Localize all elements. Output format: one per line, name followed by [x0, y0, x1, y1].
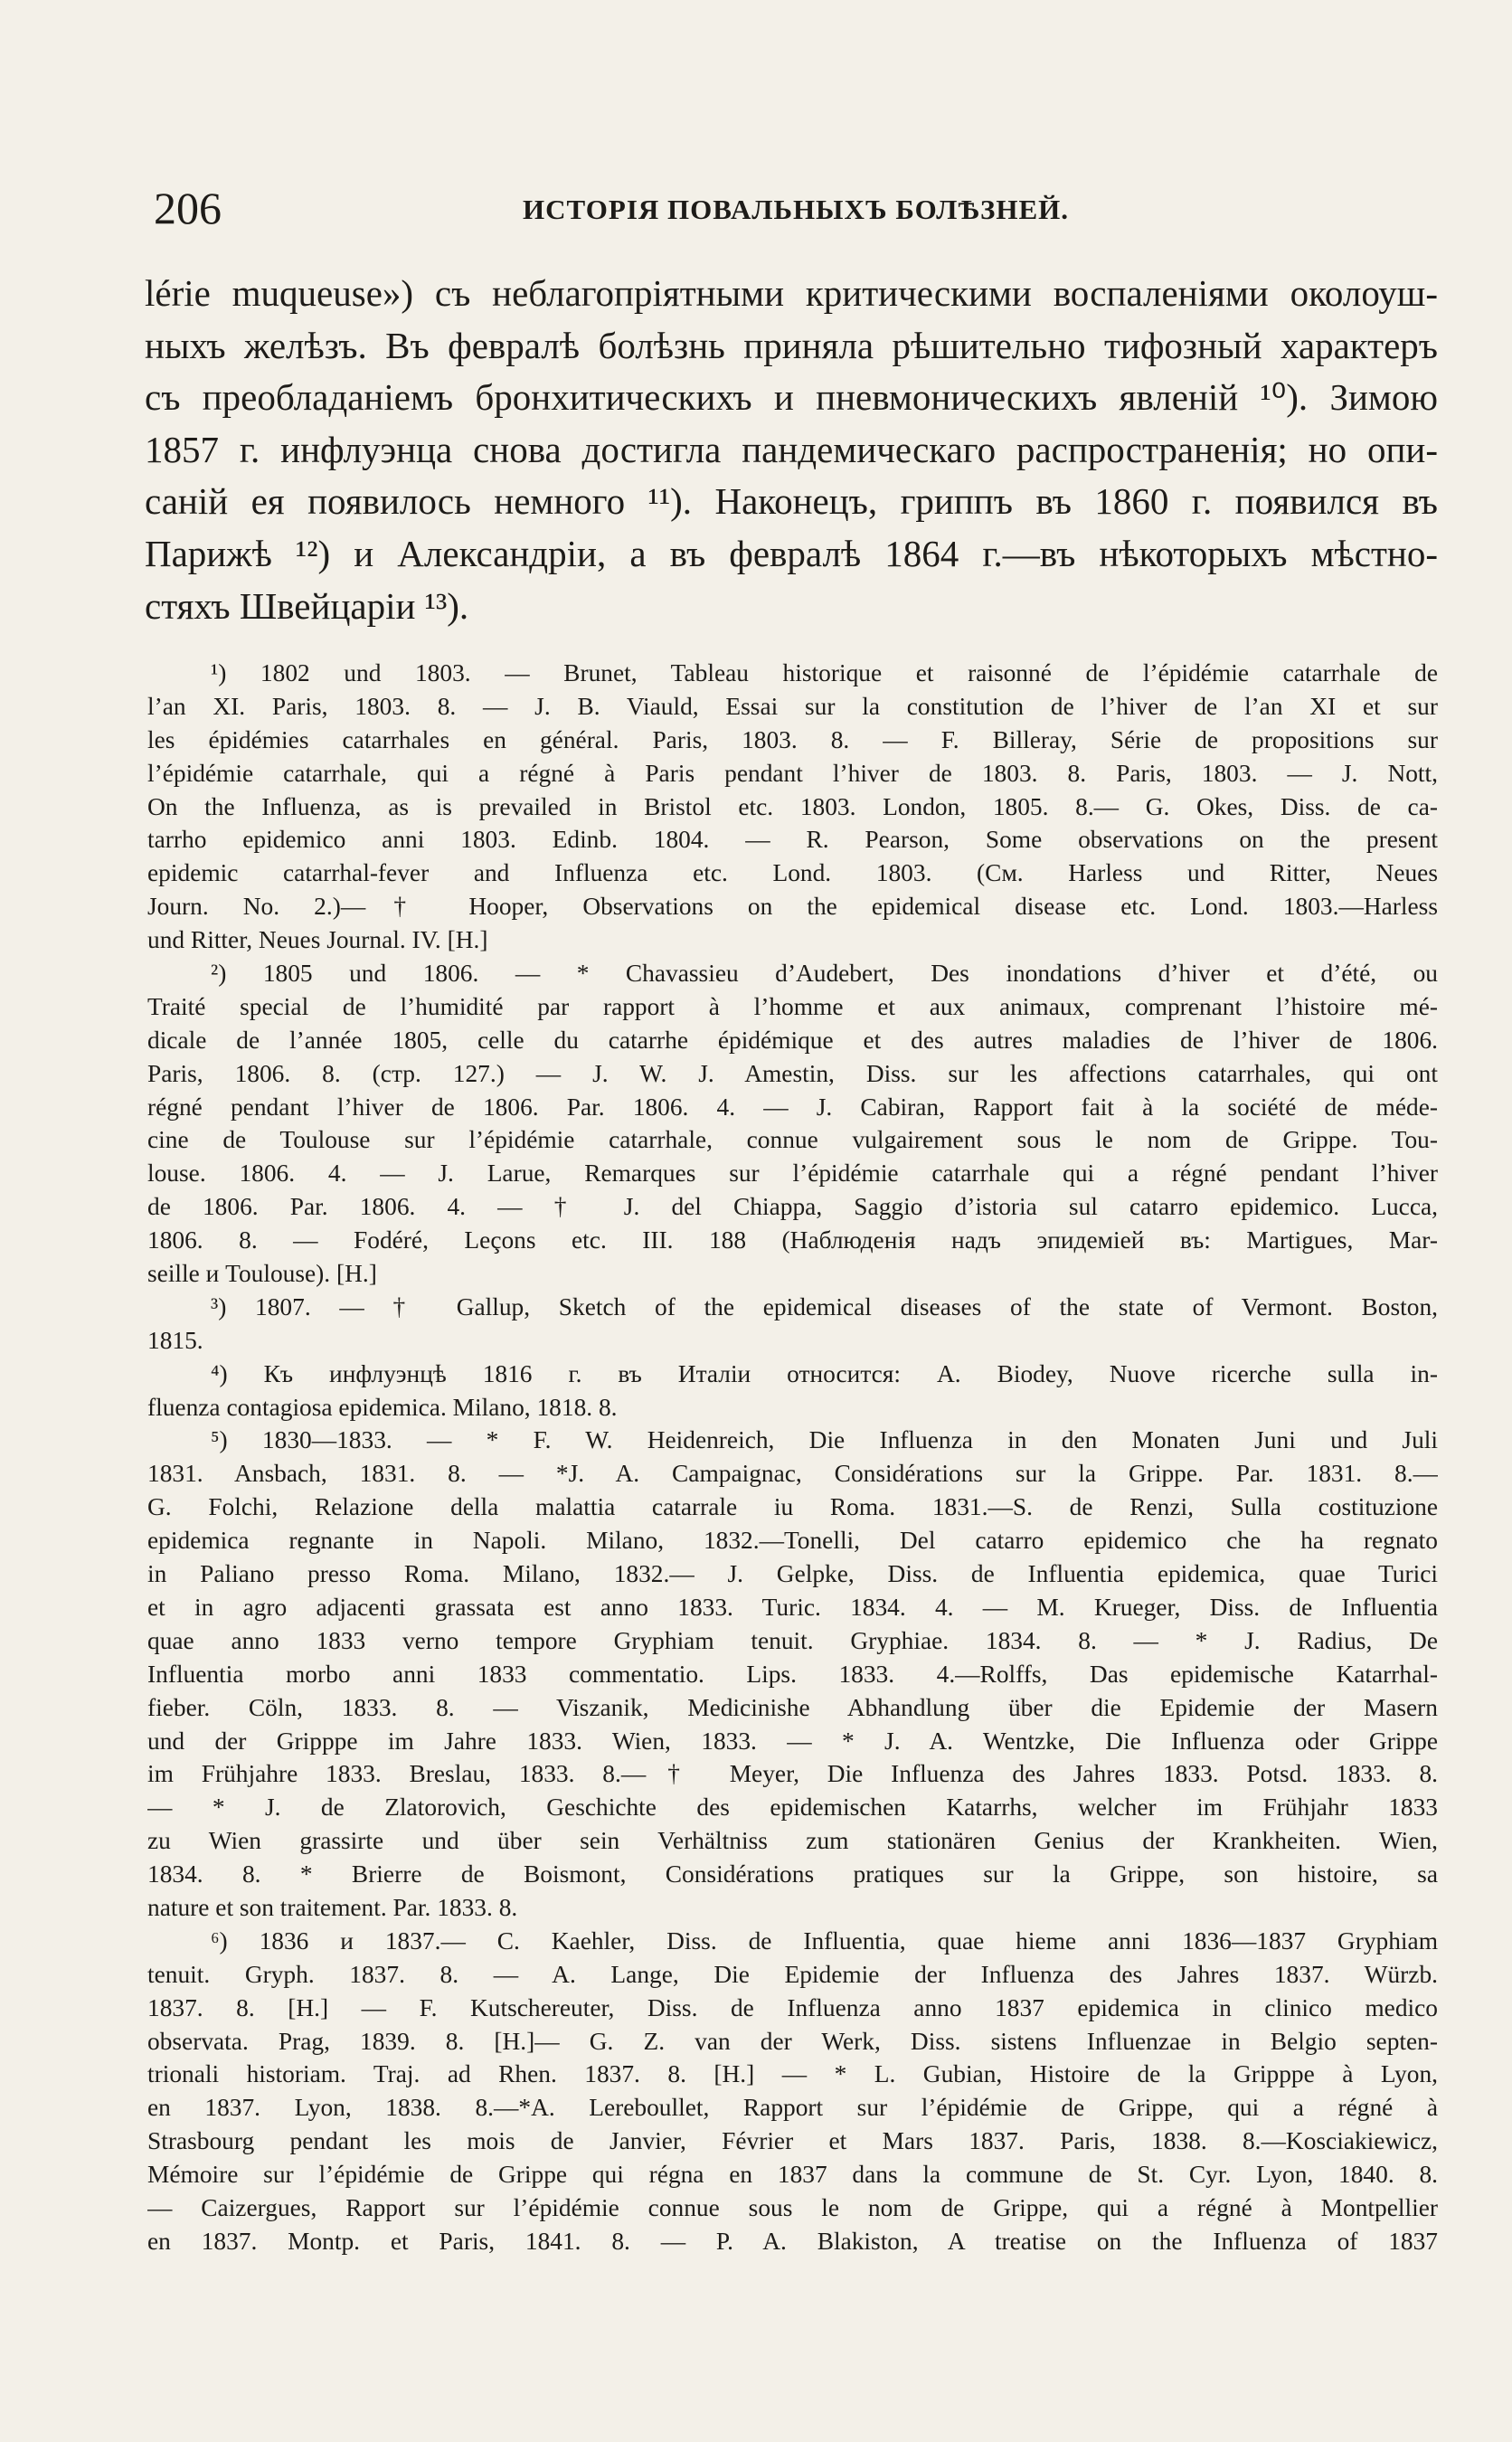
footnote-line: nature et son traitement. Par. 1833. 8. — [147, 1893, 518, 1921]
footnote-line: Paris, 1806. 8. (стр. 127.) — J. W. J. Amestin, Diss. sur les affections catarrhales, qui ont — [147, 1059, 1438, 1087]
footnote-line: 1834. 8. * Brierre de Boismont, Considérations pratiques sur la Grippe, son histoire, sa — [147, 1860, 1438, 1888]
footnote-line: tenuit. Gryph. 1837. 8. — A. Lange, Die Epidemie der Influenza des Jahres 1837. Würzb. — [147, 1960, 1438, 1988]
footnote-line: 1831. Ansbach, 1831. 8. — *J. A. Campaignac, Considérations sur la Grippe. Par. 1831. 8.— — [147, 1460, 1438, 1488]
footnote-line: G. Folchi, Relazione della malattia catarrale iu Roma. 1831.—S. de Renzi, Sulla costituzione — [147, 1493, 1438, 1521]
main-text-line: Парижѣ ¹²) и Александріи, а въ февралѣ 1864 г.—въ нѣкоторыхъ мѣстно- — [145, 532, 1438, 574]
footnote-line: ⁵) 1830—1833. — * F. W. Heidenreich, Die Influenza in den Monaten Juni und Juli — [211, 1426, 1438, 1454]
footnote-line: und Ritter, Neues Journal. IV. [H.] — [147, 926, 488, 954]
footnote-line: 1806. 8. — Fodéré, Leçons etc. III. 188 (Наблюденія надъ эпидеміей въ: Martigues, Mar- — [147, 1226, 1438, 1254]
footnote-line: seille и Toulouse). [H.] — [147, 1260, 377, 1288]
footnote-line: Strasbourg pendant les mois de Janvier, Février et Mars 1837. Paris, 1838. 8.—Kosciakiewicz, — [147, 2127, 1438, 2155]
footnote-line: ³) 1807. — † Gallup, Sketch of the epidemical diseases of the state of Vermont. Boston, — [211, 1292, 1438, 1320]
footnote-line: On the Influenza, as is prevailed in Bristol etc. 1803. London, 1805. 8.— G. Okes, Diss. de ca- — [147, 792, 1438, 820]
main-text-line: 1857 г. инфлуэнца снова достигла пандемическаго распространенія; но опи- — [145, 428, 1438, 470]
footnote-line: — * J. de Zlatorovich, Geschichte des epidemischen Katarrhs, welcher im Frühjahr 1833 — [147, 1794, 1438, 1822]
footnote-line: tarrho epidemico anni 1803. Edinb. 1804. — R. Pearson, Some observations on the present — [147, 826, 1438, 854]
page-number: 206 — [154, 183, 222, 233]
footnote-line: les épidémies catarrhales en général. Paris, 1803. 8. — F. Billeray, Série de propositions sur — [147, 725, 1438, 753]
page-header — [154, 181, 1438, 244]
footnote-line: 1837. 8. [H.] — F. Kutschereuter, Diss. de Influenza anno 1837 epidemica in clinico medico — [147, 1993, 1438, 2021]
footnote-line: — Caizergues, Rapport sur l’épidémie connue sous le nom de Grippe, qui a régné à Montpellier — [147, 2193, 1438, 2221]
footnote-line: Influentia morbo anni 1833 commentatio. Lips. 1833. 4.—Rolffs, Das epidemische Katarrhal- — [147, 1660, 1438, 1688]
footnote-line: in Paliano presso Roma. Milano, 1832.— J. Gelpke, Diss. de Influentia epidemica, quae Turici — [147, 1560, 1438, 1588]
footnote-line: ²) 1805 und 1806. — * Chavassieu d’Audebert, Des inondations d’hiver et d’été, ou — [211, 960, 1438, 988]
footnote-line: Journ. No. 2.)—† Hooper, Observations on the epidemical disease etc. Lond. 1803.—Harless — [147, 893, 1438, 921]
main-text-line: съ преобладаніемъ бронхитическихъ и пневмоническихъ явленій ¹⁰). Зимою — [145, 376, 1438, 419]
footnote-line: ⁶) 1836 и 1837.— C. Kaehler, Diss. de Influentia, quae hieme anni 1836—1837 Gryphiam — [211, 1926, 1438, 1955]
main-text-line: стяхъ Швейцаріи ¹³). — [145, 584, 469, 627]
footnote-line: observata. Prag, 1839. 8. [H.]— G. Z. van der Werk, Diss. sistens Influenzae in Belgio septen- — [147, 2027, 1438, 2055]
main-text-line: саній ея появилось немного ¹¹). Наконецъ, гриппъ въ 1860 г. появился въ — [145, 480, 1438, 523]
footnote-line: und der Gripppe im Jahre 1833. Wien, 1833. — * J. A. Wentzke, Die Influenza oder Grippe — [147, 1727, 1438, 1755]
footnote-line: zu Wien grassirte und über sein Verhältniss zum stationären Genius der Krankheiten. Wien, — [147, 1827, 1438, 1855]
footnote-line: quae anno 1833 verno tempore Gryphiam tenuit. Gryphiae. 1834. 8. — * J. Radius, De — [147, 1626, 1438, 1654]
footnote-line: de 1806. Par. 1806. 4. — † J. del Chiappa, Saggio d’istoria sul catarro epidemico. Lucca, — [147, 1193, 1438, 1221]
footnote-line: en 1837. Montp. et Paris, 1841. 8. — P. A. Blakiston, A treatise on the Influenza of 1837 — [147, 2227, 1438, 2255]
footnote-line: louse. 1806. 4. — J. Larue, Remarques sur l’épidémie catarrhale qui a régné pendant l’hiver — [147, 1159, 1438, 1188]
footnote-line: ⁴) Къ инфлуэнцѣ 1816 г. въ Италіи относится: A. Biodey, Nuove ricerche sulla in- — [211, 1359, 1438, 1387]
footnote-line: Mémoire sur l’épidémie de Grippe qui régna en 1837 dans la commune de St. Cyr. Lyon, 1840. 8. — [147, 2161, 1438, 2189]
footnote-line: en 1837. Lyon, 1838. 8.—*A. Lereboullet, Rapport sur l’épidémie de Grippe, qui a régné à — [147, 2094, 1438, 2122]
footnote-line: l’épidémie catarrhale, qui a régné à Paris pendant l’hiver de 1803. 8. Paris, 1803. — J. Nott, — [147, 759, 1438, 787]
footnote-line: ¹) 1802 und 1803. — Brunet, Tableau historique et raisonné de l’épidémie catarrhale de — [211, 659, 1438, 686]
footnote-line: régné pendant l’hiver de 1806. Par. 1806. 4. — J. Cabiran, Rapport fait à la société de méde- — [147, 1093, 1438, 1121]
main-text — [145, 268, 1438, 632]
footnotes — [147, 657, 1438, 2258]
main-text-line: lérie muqueuse») съ неблагопріятными критическими воспаленіями околоуш- — [145, 272, 1438, 314]
footnote-line: 1815. — [147, 1326, 203, 1354]
running-title: ИСТОРІЯ ПОВАЛЬНЫХЪ БОЛѢЗНЕЙ. — [523, 194, 1069, 225]
footnote-line: et in agro adjacenti grassata est anno 1833. Turic. 1834. 4. — M. Krueger, Diss. de Influentia — [147, 1593, 1438, 1621]
footnote-line: epidemic catarrhal-fever and Influenza etc. Lond. 1803. (См. Harless und Ritter, Neues — [147, 859, 1438, 887]
footnote-line: Traité special de l’humidité par rapport à l’homme et aux animaux, comprenant l’histoire mé- — [147, 992, 1438, 1020]
footnote-line: im Frühjahre 1833. Breslau, 1833. 8.—† Meyer, Die Influenza des Jahres 1833. Potsd. 1833. 8. — [147, 1760, 1438, 1788]
footnote-line: trionali historiam. Traj. ad Rhen. 1837. 8. [H.] — * L. Gubian, Histoire de la Gripppe à Lyon, — [147, 2060, 1438, 2088]
footnote-line: epidemica regnante in Napoli. Milano, 1832.—Tonelli, Del catarro epidemico che ha regnato — [147, 1527, 1438, 1555]
footnote-line: dicale de l’année 1805, celle du catarrhe épidémique et des autres maladies de l’hiver de 1806. — [147, 1026, 1438, 1054]
footnote-line: l’an XI. Paris, 1803. 8. — J. B. Viauld, Essai sur la constitution de l’hiver de l’an XI et sur — [147, 692, 1438, 720]
footnote-line: fieber. Cöln, 1833. 8. — Viszanik, Medicinishe Abhandlung über die Epidemie der Masern — [147, 1693, 1438, 1721]
main-text-line: ныхъ желѣзъ. Въ февралѣ болѣзнь приняла рѣшительно тифозный характеръ — [145, 324, 1438, 366]
footnote-line: fluenza contagiosa epidemica. Milano, 1818. 8. — [147, 1393, 618, 1421]
footnote-line: cine de Toulouse sur l’épidémie catarrhale, connue vulgairement sous le nom de Grippe. Tou- — [147, 1126, 1438, 1154]
